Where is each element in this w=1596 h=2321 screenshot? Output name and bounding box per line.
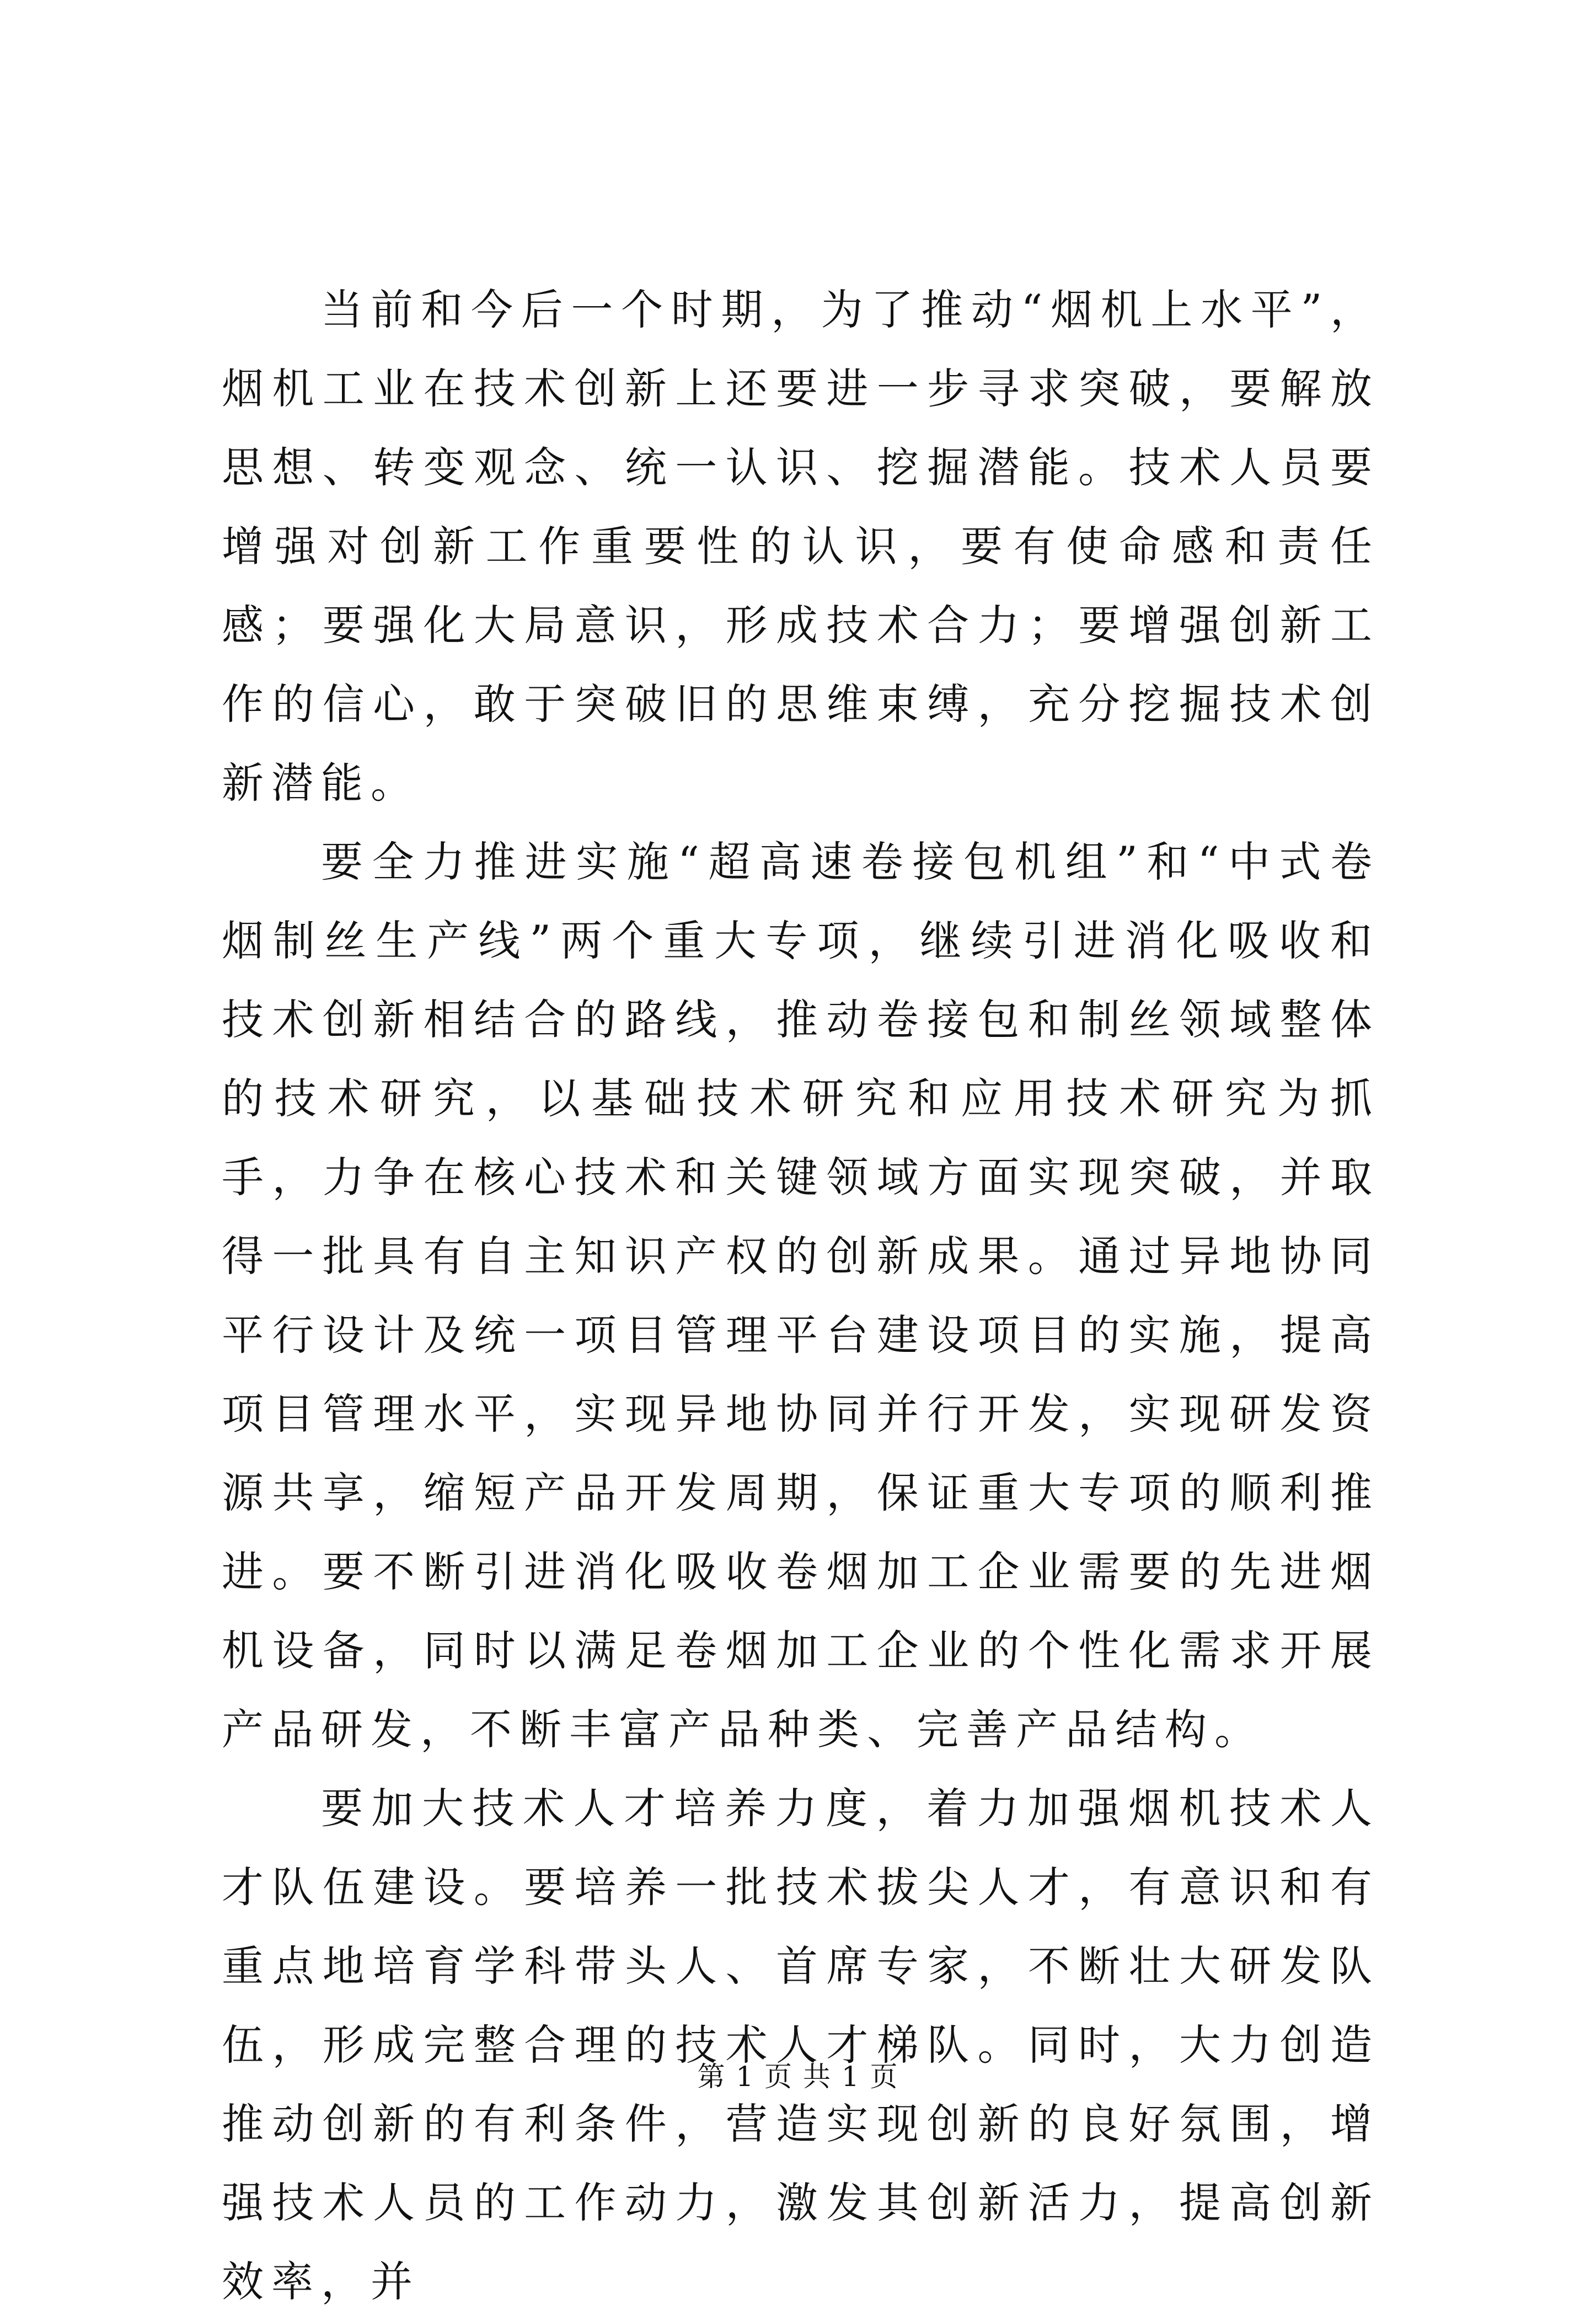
page-number-footer: 第 1 页 共 1 页 xyxy=(697,2061,899,2093)
paragraph-1: 当前和今后一个时期，为了推动“烟机上水平”，烟机工业在技术创新上还要进一步寻求突破，要解放思想、转变观念、统一认识、挖掘潜能。技术人员要增强对创新工作重要性的认识，要有使命感和责任感；要强化大局意识，形成技术合力；要增强创新工作的信心，敢于突破旧的思维束缚，充分挖掘技术创新潜能。 xyxy=(222,285,1380,807)
paragraph-3: 要加大技术人才培养力度，着力加强烟机技术人才队伍建设。要培养一批技术拔尖人才，有意识和有重点地培育学科带头人、首席专家，不断壮大研发队伍，形成完整合理的技术人才梯队。同时，大力创造推动创新的有利条件，营造实现创新的良好氛围，增强技术人员的工作动力，激发其创新活力，提高创新效率，并 xyxy=(222,1784,1380,2306)
document-body xyxy=(222,270,1380,2321)
paragraph-2: 要全力推进实施“超高速卷接包机组”和“中式卷烟制丝生产线”两个重大专项，继续引进消化吸收和技术创新相结合的路线，推动卷接包和制丝领域整体的技术研究，以基础技术研究和应用技术研究为抓手，力争在核心技术和关键领域方面实现突破，并取得一批具有自主知识产权的创新成果。通过异地协同平行设计及统一项目管理平台建设项目的实施，提高项目管理水平，实现异地协同并行开发，实现研发资源共享，缩短产品开发周期，保证重大专项的顺利推进。要不断引进消化吸收卷烟加工企业需要的先进烟机设备，同时以满足卷烟加工企业的个性化需求开展产品研发，不断丰富产品种类、完善产品结构。 xyxy=(222,837,1380,1754)
